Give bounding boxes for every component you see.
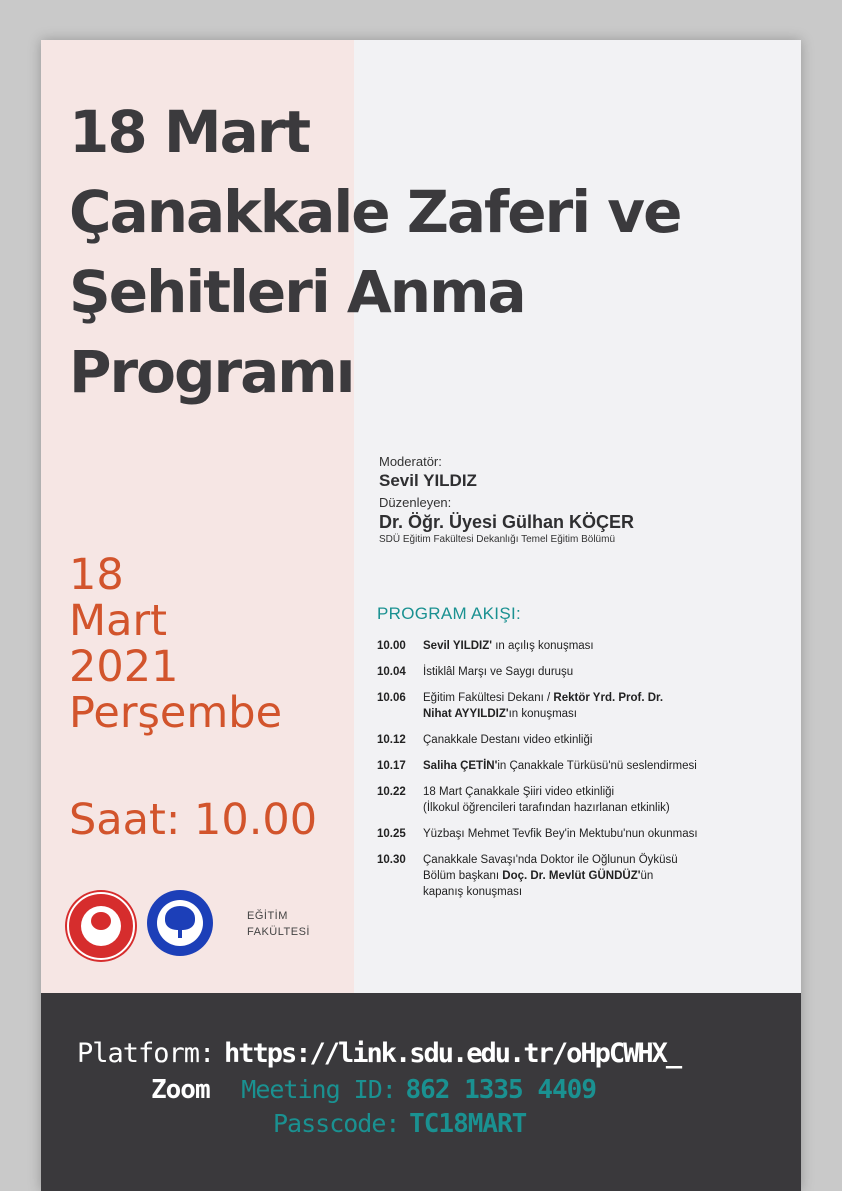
organizer-name: Dr. Öğr. Üyesi Gülhan KÖÇER: [379, 512, 635, 532]
meeting-link[interactable]: https://link.sdu.edu.tr/oHpCWHX_: [223, 1038, 681, 1069]
date-day: 18: [69, 550, 124, 600]
title-line: Çanakkale Zaferi ve: [69, 178, 681, 246]
program-time: 10.04: [377, 666, 406, 678]
faculty-line: FAKÜLTESİ: [247, 926, 310, 938]
moderator-name: Sevil YILDIZ: [379, 471, 477, 490]
program-item: [377, 852, 787, 900]
faculty-logo: [147, 890, 213, 956]
credits: [379, 454, 634, 547]
program-time: 10.22: [377, 786, 406, 798]
date-weekday: Perşembe: [69, 688, 283, 738]
moderator-label: Moderatör:: [379, 454, 442, 469]
meeting-id-line: [151, 1075, 596, 1105]
program-text: ün: [640, 870, 654, 882]
program-item: [377, 826, 787, 842]
faculty-line: EĞİTİM: [247, 910, 288, 922]
event-date: [69, 552, 282, 736]
program-time: 10.00: [377, 640, 406, 652]
page-title: [69, 92, 680, 412]
zoom-label: Zoom: [151, 1075, 210, 1105]
date-year: 2021: [69, 642, 179, 692]
program-item: [377, 638, 787, 654]
title-line: Şehitleri Anma: [69, 258, 525, 326]
meeting-info: [41, 993, 801, 1191]
passcode-label: Passcode:: [273, 1109, 400, 1138]
program-text: in Çanakkale Türküsü'nü seslendirmesi: [497, 760, 697, 772]
program-item: [377, 690, 787, 722]
poster: [41, 40, 801, 1191]
program-time: 10.06: [377, 692, 406, 704]
program-text: İstiklâl Marşı ve Saygı duruşu: [423, 666, 574, 678]
university-logo: [67, 892, 135, 960]
organizer-unit: SDÜ Eğitim Fakültesi Dekanlığı Temel Eğitim Bölümü: [379, 534, 616, 545]
platform-line: [77, 1038, 680, 1069]
title-line: 18 Mart: [69, 98, 310, 166]
program-text: ın konuşması: [508, 708, 577, 720]
program-time: 10.30: [377, 854, 406, 866]
program-text: (İlkokul öğrencileri tarafından hazırlanan etkinlik): [423, 802, 670, 814]
program-speaker: Rektör Yrd. Prof. Dr.: [553, 692, 664, 704]
program-text: Bölüm başkanı: [423, 870, 503, 882]
organizer-label: Düzenleyen:: [379, 495, 452, 510]
meeting-id-value: 862 1335 4409: [405, 1075, 596, 1105]
meeting-id-label: Meeting ID:: [241, 1075, 396, 1104]
program-text: Çanakkale Savaşı'nda Doktor ile Oğlunun Öyküsü: [423, 854, 678, 866]
faculty-name: [247, 908, 310, 940]
program-text: Çanakkale Destanı video etkinliği: [423, 734, 593, 746]
program-text: 18 Mart Çanakkale Şiiri video etkinliği: [423, 786, 615, 798]
program-text: ın açılış konuşması: [492, 640, 594, 652]
program-speaker: Doç. Dr. Mevlüt GÜNDÜZ': [502, 870, 641, 882]
program-text: kapanış konuşması: [423, 886, 523, 898]
platform-label: Platform:: [77, 1038, 215, 1069]
program-title: PROGRAM AKIŞI:: [377, 604, 522, 623]
date-month: Mart: [69, 596, 167, 646]
program-time: 10.17: [377, 760, 406, 772]
program-text: Eğitim Fakültesi Dekanı /: [423, 692, 554, 704]
event-time: Saat: 10.00: [69, 795, 318, 845]
program-time: 10.25: [377, 828, 406, 840]
program-item: [377, 784, 787, 816]
passcode-value: TC18MART: [409, 1109, 527, 1139]
program-list: [377, 638, 787, 910]
program-speaker: Saliha ÇETİN': [423, 760, 498, 772]
program-speaker: Sevil YILDIZ': [423, 640, 492, 652]
program-item: [377, 732, 787, 748]
program-time: 10.12: [377, 734, 406, 746]
program-speaker: Nihat AYYILDIZ': [423, 708, 509, 720]
passcode-line: [273, 1109, 526, 1139]
program-item: [377, 758, 787, 774]
program-text: Yüzbaşı Mehmet Tevfik Bey'in Mektubu'nun okunması: [423, 828, 698, 840]
program-item: [377, 664, 787, 680]
title-line: Programı: [69, 338, 354, 406]
